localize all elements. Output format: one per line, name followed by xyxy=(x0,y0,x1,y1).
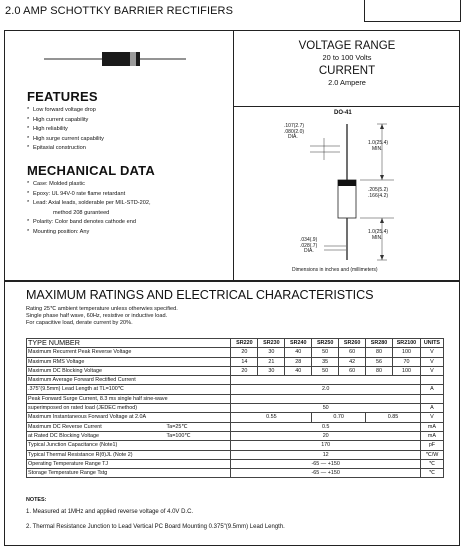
table-row: Maximum Recurrent Peak Reverse Voltage 20 30 40 50 60 80 100 V xyxy=(27,348,444,357)
voltage-range-label: VOLTAGE RANGE xyxy=(298,40,396,52)
list-item: * Polarity: Color band denotes cathode end xyxy=(27,219,136,226)
mechanical-list xyxy=(27,180,151,238)
list-item: * Case: Molded plastic xyxy=(27,181,85,187)
column-header: TYPE NUMBER xyxy=(27,339,231,348)
ratings-table xyxy=(26,338,444,478)
diode-illustration xyxy=(40,48,190,70)
column-header: SR230 xyxy=(258,339,285,348)
table-row: Maximum RMS Voltage 14 21 28 35 42 56 70 V xyxy=(27,357,444,366)
table-row: Maximum DC Reverse Current Ta=25℃ 0.5 mA xyxy=(27,422,444,431)
dimension-caption: Dimensions in inches and (millimeters) xyxy=(292,267,378,273)
list-item: * Epitaxial construction xyxy=(27,145,86,152)
table-header-row xyxy=(27,339,444,348)
ratings-title: MAXIMUM RATINGS AND ELECTRICAL CHARACTERISTICS xyxy=(26,288,374,302)
package-outline-drawing xyxy=(234,118,460,268)
table-row: Storage Temperature Range Tstg -65 — +150 ℃ xyxy=(27,469,444,478)
voltage-range-value: 20 to 100 Volts xyxy=(322,53,372,62)
column-header: SR220 xyxy=(231,339,258,348)
features-list xyxy=(27,106,104,154)
table-row: Typical Junction Capacitance (Note1) 170 pF xyxy=(27,441,444,450)
column-header: SR240 xyxy=(285,339,312,348)
column-header: SR280 xyxy=(366,339,393,348)
table-row: .375"(9.5mm) Lead Length at TL=100℃ 2.0 A xyxy=(27,385,444,394)
note-2: 2. Thermal Resistance Junction to Lead Vertical PC Board Mounting 0.375"(9.5mm) Lead Length. xyxy=(26,524,285,530)
list-item: method 208 guranteed xyxy=(53,209,110,216)
column-header: SR260 xyxy=(339,339,366,348)
list-item: * Mounting position: Any xyxy=(27,228,90,235)
current-value: 2.0 Ampere xyxy=(328,78,366,87)
table-row: superimposed on rated load (JEDEC method) 50 A xyxy=(27,404,444,413)
list-item: * High surge current capability xyxy=(27,135,104,142)
frame-divider-horizontal xyxy=(233,106,460,107)
page-title: 2.0 AMP SCHOTTKY BARRIER RECTIFIERS xyxy=(5,5,234,17)
current-label: CURRENT xyxy=(318,65,376,77)
dim-wire-diameter: .034(.9) .028(.7) DIA. xyxy=(300,237,318,255)
column-header: SR250 xyxy=(312,339,339,348)
table-row: Maximum Average Forward Rectified Current xyxy=(27,376,444,385)
list-item: * Low forward voltage drop xyxy=(27,107,96,113)
table-row: Typical Thermal Resistance R(θ)JL (Note 2) 12 ℃/W xyxy=(27,450,444,459)
list-item: * Epoxy: UL 94V-0 rate flame retardant xyxy=(27,190,126,197)
note-1: 1. Measured at 1MHz and applied reverse voltage of 4.0V D.C. xyxy=(26,509,194,515)
list-item: * High current capability xyxy=(27,116,89,123)
ratings-intro-notes: Rating 25℃ ambient temperature unless otherwies specified. Single phase half wave, 60Hz, resistive or inductive load. For capacitive load, derate current by 20%. xyxy=(26,306,178,327)
list-item: * Lead: Axial leads, solderable per MIL-STD-202, xyxy=(27,200,151,207)
dim-body-length: .205(5.2) .166(4.2) xyxy=(368,187,389,199)
mechanical-title: MECHANICAL DATA xyxy=(27,163,155,178)
header-side-box xyxy=(364,0,461,22)
list-item: * High reliability xyxy=(27,126,68,133)
table-row: Maximum Instantaneous Forward Voltage at 2.0A 0.55 0.70 0.85 V xyxy=(27,413,444,422)
column-header: SR2100 xyxy=(392,339,420,348)
column-header: UNITS xyxy=(420,339,443,348)
table-row: at Rated DC Blocking Voltage Ta=100℃ 20 mA xyxy=(27,431,444,440)
package-name: DO-41 xyxy=(334,110,352,116)
table-row: Operating Temperature Range TJ -65 — +150 ℃ xyxy=(27,459,444,468)
notes-title: NOTES: xyxy=(26,497,47,503)
table-row: Peak Forward Surge Current, 8.3 ms single half sine-wave xyxy=(27,394,444,403)
dim-lead-diameter: .107(2.7) .080(2.0) DIA. xyxy=(284,123,305,141)
dim-lead-length-top: 1.0(25.4) MIN. xyxy=(368,140,389,152)
table-row: Maximum DC Blocking Voltage 20 30 40 50 60 80 100 V xyxy=(27,366,444,375)
features-title: FEATURES xyxy=(27,89,98,104)
dim-lead-length-bottom: 1.0(25.4) MIN. xyxy=(368,229,389,241)
